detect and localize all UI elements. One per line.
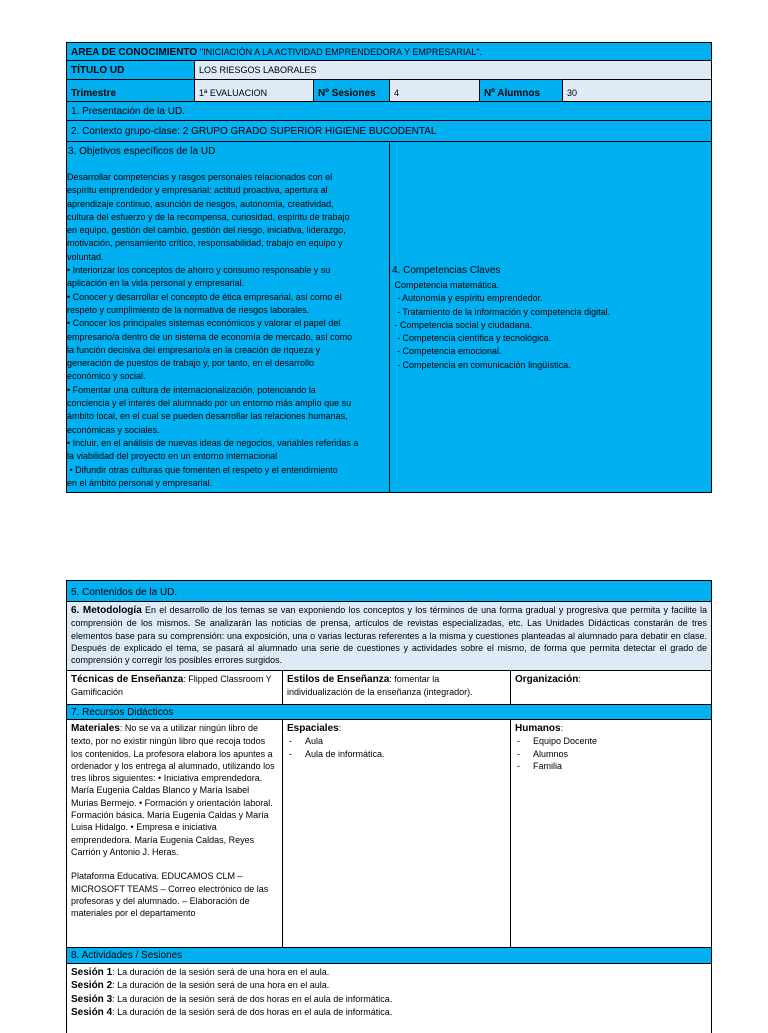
text-line: económicas y sociales. (67, 424, 160, 435)
text-line: voluntad. (67, 251, 104, 262)
sesiones-list (71, 966, 707, 1019)
sesion-row (71, 993, 707, 1006)
materiales-paragraph (71, 722, 278, 858)
text-line: espíritu emprendedor y empresarial: actitud proactiva, apertura al (67, 185, 328, 196)
text-line: aplicación en la vida personal y empresarial. (67, 278, 245, 289)
humanos-cell (510, 719, 712, 948)
espaciales-colon: : (338, 723, 342, 733)
titulo-label: TÍTULO UD (71, 65, 125, 76)
sesion-row (71, 1006, 707, 1019)
text-line: • Conocer y desarrollar el concepto de ética empresarial, así como el (67, 291, 342, 302)
sesion-label: Sesión 4 (71, 1006, 113, 1018)
text-line: empresario/a dentro de un sistema de economía de mercado, así como (67, 331, 353, 342)
trimestre-label-cell (66, 79, 195, 102)
trimestre-label: Trimestre (71, 88, 117, 99)
text-line: Desarrollar competencias y rasgos personales relacionados con el (67, 172, 333, 182)
sesion-label: Sesión 1 (71, 967, 113, 978)
materiales-paragraph-2: Plataforma Educativa. EDUCAMOS CLM ‒ MICROSOFT TEAMS ‒ Correo electrónico de las profesoras y del alumnado. ‒ Elaboración de materiales por el departamento (71, 871, 269, 919)
metodologia-text: En el desarrollo de los temas se van exponiendo los conceptos y los términos de una forma gradual y progresiva que permita y facilite la comprensión de los mismos. Se analizarán las noticias de prensa, artículos de revistas especializadas, etc. Las Unidades Didácticas constarán de tres elementos base para su comprensión: una exposición, una o varias lecturas referentes a la misma y cuestiones planteadas al alumnado para debatir en clase. Después de explicado el tema, se pasará al alumnado una serie de cuestiones y actividades sobre el mismo, de forma que permita detectar el grado de comprensión y corregir los posibles errores surgidos. (71, 605, 708, 666)
sesion-row (71, 979, 707, 992)
recursos-title: 7. Recursos Didácticos (71, 707, 174, 718)
metodologia-label: 6. Metodología (71, 605, 142, 616)
area-conocimiento-row (66, 42, 712, 61)
alumnos-value: 30 (567, 88, 578, 98)
text-line: motivación, pensamiento crítico, responsabilidad, trabajo en equipo y (67, 238, 343, 249)
espaciales-label: Espaciales (287, 723, 339, 734)
text-line: en el ámbito personal y empresarial. (67, 477, 213, 488)
competencias-list (392, 279, 610, 372)
sesiones-value-cell (389, 79, 480, 102)
text-line: aprendizaje continuo, asunción de riesgos, autonomía, creatividad, (67, 198, 334, 209)
area-value: "INICIACIÓN A LA ACTIVIDAD EMPRENDEDORA Y EMPRESARIAL". (199, 47, 483, 57)
presentacion-label: 1. Presentación de la UD. (71, 106, 185, 117)
list-item: - Equipo Docente (515, 735, 707, 747)
sesiones-value: 4 (394, 88, 400, 98)
metodologia-paragraph (71, 604, 707, 666)
sesiones-label-cell (313, 79, 390, 102)
tecnicas-cell (66, 670, 283, 705)
text-line: • Interiorizar los conceptos de ahorro y consumo responsable y su (67, 265, 331, 276)
text-line: • Conocer los principales sistemas económicos y valorar el papel del (67, 318, 341, 329)
list-item: - Familia (515, 760, 707, 772)
contexto-row (66, 120, 712, 142)
humanos-list (515, 735, 707, 772)
text-line: respeto y cumplimiento de la normativa de riesgos laborales. (67, 304, 310, 315)
actividades-row (66, 947, 712, 964)
organizacion-label: Organización (515, 674, 579, 685)
materiales-text: : No se va a utilizar ningún libro de texto, por no existir ningún libro que recoja todos los contenidos. La profesora elabora los apuntes a ordenador y los entrega al alumnado, utilizando los tres libros siguientes: • Iniciativa emprendedora. María Eugenia Caldas Blanco y María Isabel Murias Bermejo. • Formación y orientación laboral. Formación básica. María Eugenia Caldas y María Luisa Hidalgo. • Empresa e iniciativa emprendedora. María Eugenia Caldas, Reyes Carrión y Antonio J. Heras. (71, 723, 275, 857)
trimestre-value: 1ª EVALUACION (199, 88, 268, 98)
sesion-text: : La duración de la sesión será de dos horas en el aula de informática. (112, 1006, 393, 1017)
contexto-label: 2. Contexto grupo-clase: 2 GRUPO GRADO SUPERIOR HIGIENE BUCODENTAL (71, 126, 437, 137)
objetivos-cell (66, 141, 390, 493)
alumnos-label-cell (479, 79, 563, 102)
contenidos-label: 5. Contenidos de la UD. (71, 587, 178, 598)
titulo-value-cell (194, 60, 712, 80)
organizacion-cell (510, 670, 712, 705)
objetivos-list (67, 171, 389, 490)
text-line: en equipo, gestión del cambio, gestión del riesgo, iniciativa, liderazgo, (67, 225, 346, 236)
tecnicas-label: Técnicas de Enseñanza (71, 674, 184, 685)
alumnos-label: Nº Alumnos (484, 88, 541, 99)
text-line: generación de puestos de trabajo y, por tanto, en el desarrollo (67, 358, 314, 369)
trimestre-value-cell (194, 79, 314, 102)
sesion-label: Sesión 2 (71, 980, 113, 992)
text-line: la función decisiva del empresario/a en la creación de riqueza y (67, 344, 321, 355)
list-item: - Alumnos (515, 748, 707, 760)
text-line: • Difundir otras culturas que fomenten el respeto y el entendimiento (67, 464, 338, 475)
text-line: • Fomentar una cultura de internacionalización, potenciando la (67, 384, 316, 395)
sesion-text: : La duración de la sesión será de una hora en el aula. (112, 967, 330, 977)
titulo-value: LOS RIESGOS LABORALES (199, 65, 317, 75)
area-label: AREA DE CONOCIMIENTO (71, 47, 198, 58)
text-line: ámbito local, en el cual se pueden desarrollar las relaciones humanas, (67, 411, 348, 422)
text-line: conciencia y el interés del alumnado por un entorno más amplio que su (67, 398, 352, 409)
objetivos-title: 3. Objetivos específicos de la UD (68, 146, 216, 157)
competencias-title: 4. Competencias Claves (392, 265, 501, 276)
sesion-text: : La duración de la sesión será de una hora en el aula. (112, 980, 330, 991)
organizacion-value: : (578, 674, 581, 684)
espaciales-list (287, 735, 506, 760)
text-line: - Competencia científica y tecnológica. (392, 333, 552, 344)
text-line: la viabilidad del proyecto en un entorno internacional (67, 451, 278, 462)
humanos-label: Humanos (515, 723, 561, 734)
sesiones-cell (66, 963, 712, 1033)
recursos-row (66, 704, 712, 720)
competencias-cell (389, 141, 712, 493)
text-line: - Competencia emocional. (392, 346, 502, 357)
list-item: - Aula de informática. (287, 748, 506, 760)
text-line: - Tratamiento de la información y competencia digital. (392, 306, 611, 317)
presentacion-row (66, 101, 712, 121)
sesion-text: : La duración de la sesión será de dos horas en el aula de informática. (112, 993, 393, 1004)
text-line: - Competencia en comunicación lingüística. (392, 359, 571, 370)
estilos-label: Estilos de Enseñanza (287, 674, 390, 685)
sesion-row (71, 966, 707, 979)
contenidos-row (66, 580, 712, 602)
alumnos-value-cell (562, 79, 712, 102)
text-line: económico y social. (67, 371, 146, 382)
humanos-colon: : (560, 723, 564, 733)
estilos-value: : fomentar la individualización de la enseñanza (integrador). (287, 674, 473, 698)
metodologia-row (66, 601, 712, 671)
text-line: cultura del esfuerzo y de la recompensa, curiosidad, espíritu de trabajo (67, 211, 350, 222)
text-line: • Incluir, en el análisis de nuevas ideas de negocios, variables referidas a (67, 437, 359, 448)
text-line: - Competencia social y ciudadana. (392, 319, 533, 330)
sesion-label: Sesión 3 (71, 993, 113, 1005)
titulo-label-cell (66, 60, 195, 80)
tecnicas-value: : Flipped Classroom Y Gamificación (71, 674, 272, 698)
espaciales-cell (282, 719, 511, 948)
estilos-cell (282, 670, 511, 705)
text-line: Competencia matemática. (392, 280, 500, 290)
materiales-cell (66, 719, 283, 948)
actividades-title: 8. Actividades / Sesiones (71, 950, 183, 961)
materiales-label: Materiales (71, 723, 120, 734)
list-item: - Aula (287, 735, 506, 747)
text-line: - Autonomía y espíritu emprendedor. (392, 293, 543, 304)
sesiones-label: Nº Sesiones (318, 88, 376, 99)
